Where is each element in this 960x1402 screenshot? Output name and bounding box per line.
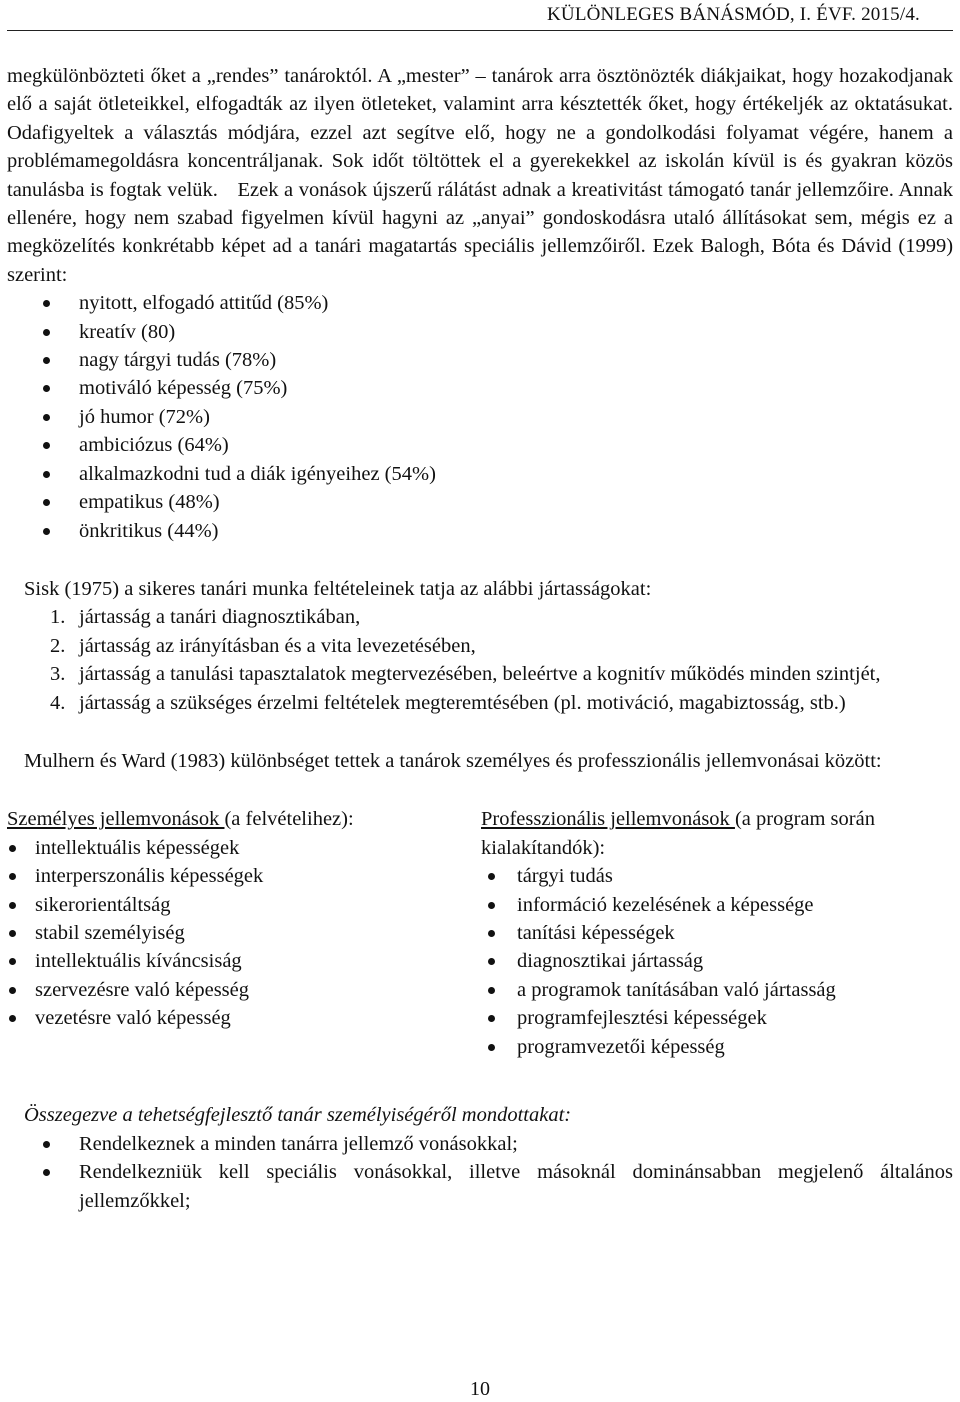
list-item (481, 947, 921, 975)
list-item-text: a programok tanításában való jártasság (517, 978, 836, 1001)
item-text: jártasság a tanulási tapasztalatok megtervezésében, beleértve a kognitív működés minden szintjét, (79, 663, 881, 686)
list-item (7, 289, 953, 317)
list-item (481, 1004, 921, 1032)
list-item (7, 346, 953, 374)
list-item-text: intellektuális képességek (35, 836, 240, 859)
list-item-text: Rendelkezniük kell speciális vonásokkal, illetve másoknál dominánsabban megjelenő általános jellemzőkkel; (79, 1161, 953, 1212)
list-item-text: sikerorientáltság (35, 893, 171, 916)
title-rest: (a program során kialakítandók): (481, 808, 875, 859)
numbered-item (7, 689, 953, 717)
traits-list (7, 289, 953, 545)
spacer (7, 545, 953, 575)
list-item (7, 976, 447, 1004)
numbered-item (7, 660, 953, 688)
list-item (481, 862, 921, 890)
list-item (7, 834, 447, 862)
bullet-icon (43, 329, 50, 336)
bullet-icon (488, 987, 495, 994)
list-item-text: empatikus (48%) (79, 491, 220, 514)
sisk-skills-list (7, 603, 953, 717)
item-text: jártasság az irányításban és a vita levezetésében, (79, 634, 476, 657)
title-underlined: Személyes jellemvonások (7, 808, 225, 831)
personal-traits-column (7, 805, 447, 1032)
list-item (7, 891, 447, 919)
title-underlined: Professzionális jellemvonások (481, 808, 735, 831)
list-item-text: kreatív (80) (79, 320, 176, 343)
professional-traits-column (481, 805, 921, 1061)
bullet-icon (43, 499, 50, 506)
list-item (481, 891, 921, 919)
personal-traits-title (7, 805, 447, 833)
mulhern-paragraph: Mulhern és Ward (1983) különbséget tettek a tanárok személyes és professzionális jellemvonásai között: (24, 749, 882, 772)
list-item (7, 947, 447, 975)
list-item (7, 517, 953, 545)
bullet-icon (488, 958, 495, 965)
page-number: 10 (470, 1378, 490, 1400)
spacer (7, 775, 953, 805)
item-number: 4. (50, 691, 66, 714)
list-item-text: Rendelkeznek a minden tanárra jellemző vonásokkal; (79, 1132, 518, 1155)
list-item (7, 318, 953, 346)
intro-paragraph (7, 62, 953, 289)
traits-columns (7, 805, 953, 1065)
item-text: jártasság a szükséges érzelmi feltételek megteremtésében (pl. motiváció, magabiztosság, stb.) (79, 691, 846, 714)
list-item-text: interperszonális képességek (35, 865, 264, 888)
list-item (7, 1004, 447, 1032)
list-item (7, 1130, 953, 1158)
list-item (7, 488, 953, 516)
summary-title: Összegezve a tehetségfejlesztő tanár személyiségéről mondottakat: (24, 1104, 572, 1127)
list-item (481, 919, 921, 947)
list-item-text: diagnosztikai jártasság (517, 950, 704, 973)
bullet-icon (9, 1015, 16, 1022)
bullet-icon (43, 414, 50, 421)
bullet-icon (9, 845, 16, 852)
list-item-text: intellektuális kíváncsiság (35, 950, 242, 973)
list-item-text: alkalmazkodni tud a diák igényeihez (54%) (79, 462, 436, 485)
list-item (7, 374, 953, 402)
item-number: 2. (50, 634, 66, 657)
page-body (7, 62, 953, 1215)
intro-paragraph-part-3: Ezek Balogh, Bóta és Dávid (1999) szerint: (7, 235, 954, 286)
bullet-icon (488, 1015, 495, 1022)
intro-paragraph-part-2: Ezek a vonások újszerű rálátást adnak a kreativitást támogató tanár jellemzőire. Annak ellenére, hogy nem szabad figyelmen kívül hagyni az „anyai” gondoskodásra utaló állításokat sem, mégis ez a megközelítés konkrétabb képet ad a tanári magatartás speciális jellemzőiről. (7, 178, 953, 258)
list-item (7, 919, 447, 947)
bullet-icon (43, 1169, 50, 1176)
list-item (7, 460, 953, 488)
bullet-icon (488, 930, 495, 937)
bullet-icon (43, 471, 50, 478)
header-rule (7, 30, 953, 31)
personal-traits-list (7, 834, 447, 1033)
list-item (481, 1033, 921, 1061)
bullet-icon (43, 1141, 50, 1148)
list-item-text: programfejlesztési képességek (517, 1007, 767, 1030)
list-item-text: nyitott, elfogadó attitűd (85%) (79, 292, 329, 315)
list-item-text: programvezetői képesség (517, 1035, 725, 1058)
list-item-text: szervezésre való képesség (35, 978, 249, 1001)
item-number: 1. (50, 606, 66, 629)
bullet-icon (488, 873, 495, 880)
item-text: jártasság a tanári diagnosztikában, (79, 606, 361, 629)
bullet-icon (9, 902, 16, 909)
numbered-item (7, 603, 953, 631)
list-item-text: vezetésre való képesség (35, 1007, 231, 1030)
summary-list (7, 1130, 953, 1215)
bullet-icon (43, 442, 50, 449)
professional-traits-title (481, 805, 921, 862)
numbered-item (7, 632, 953, 660)
spacer (7, 1065, 953, 1101)
list-item-text: jó humor (72%) (79, 405, 210, 428)
list-item (7, 1158, 953, 1215)
list-item-text: motiváló képesség (75%) (79, 377, 288, 400)
list-item (7, 431, 953, 459)
list-item-text: információ kezelésének a képessége (517, 893, 814, 916)
list-item (7, 403, 953, 431)
professional-traits-list (481, 862, 921, 1061)
sisk-intro: Sisk (1975) a sikeres tanári munka feltételeinek tatja az alábbi jártasságokat: (24, 577, 652, 600)
item-number: 3. (50, 663, 66, 686)
bullet-icon (9, 930, 16, 937)
bullet-icon (43, 385, 50, 392)
bullet-icon (43, 357, 50, 364)
list-item-text: tanítási képességek (517, 921, 675, 944)
bullet-icon (9, 987, 16, 994)
bullet-icon (43, 300, 50, 307)
list-item-text: tárgyi tudás (517, 865, 613, 888)
list-item-text: ambiciózus (64%) (79, 434, 229, 457)
spacer (7, 717, 953, 747)
bullet-icon (9, 958, 16, 965)
intro-paragraph-part-1: megkülönbözteti őket a „rendes” tanároktól. A „mester” – tanárok arra ösztönözték diákjaikat, hogy hozakodjanak elő a saját ötleteikkel, elfogadták az ilyen ötleteket, valamint arra késztették őket, hogy értékeljék az oktatásukat. Odafigyeltek a választás módjára, ezzel azt segítve elő, hogy ne a gondolkodási folyamat végére, hanem a problémamegoldásra koncentráljanak. Sok időt töltöttek el a gyerekekkel az iskolán kívül is és gyakran közös tanulásba is fogtak velük. (7, 65, 953, 201)
bullet-icon (488, 902, 495, 909)
title-rest: (a felvételihez): (224, 808, 354, 831)
list-item-text: önkritikus (44%) (79, 519, 219, 542)
bullet-icon (43, 528, 50, 535)
list-item (7, 862, 447, 890)
list-item (481, 976, 921, 1004)
list-item-text: stabil személyiség (35, 921, 185, 944)
list-item-text: nagy tárgyi tudás (78%) (79, 349, 277, 372)
bullet-icon (9, 873, 16, 880)
bullet-icon (488, 1044, 495, 1051)
running-header: KÜLÖNLEGES BÁNÁSMÓD, I. ÉVF. 2015/4. (546, 4, 920, 25)
